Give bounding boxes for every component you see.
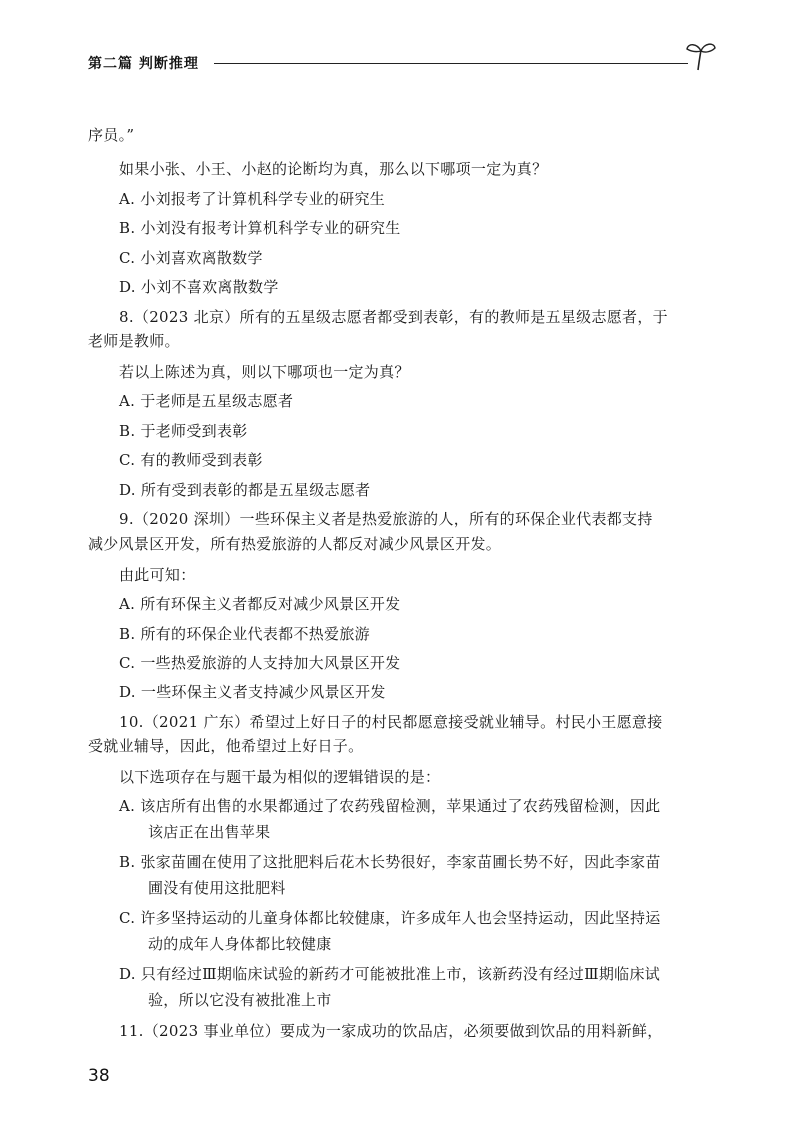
running-header (88, 50, 720, 78)
option-c: C. 小刘喜欢离散数学 (119, 249, 263, 267)
page-number: 38 (88, 1066, 110, 1086)
question-8-line-2: 老师是教师。 (88, 332, 180, 350)
option-d-continued: 验，所以它没有被批准上市 (148, 991, 332, 1009)
question-11-line-1: 11.（2023 事业单位）要成为一家成功的饮品店，必须要做到饮品的用料新鲜， (119, 1022, 663, 1040)
question-stem: 若以上陈述为真，则以下哪项也一定为真？ (119, 363, 410, 381)
header-section: 判断推理 (138, 56, 199, 72)
option-b: B. 所有的环保企业代表都不热爱旅游 (119, 625, 370, 643)
option-b: B. 于老师受到表彰 (119, 422, 248, 440)
question-stem: 如果小张、小王、小赵的论断均为真，那么以下哪项一定为真？ (119, 160, 548, 178)
option-d: D. 一些环保主义者支持减少风景区开发 (119, 683, 386, 701)
header-title (88, 53, 199, 73)
question-8-line-1: 8.（2023 北京）所有的五星级志愿者都受到表彰，有的教师是五星级志愿者，于 (119, 308, 668, 326)
option-d: D. 所有受到表彰的都是五星级志愿者 (119, 481, 371, 499)
option-a: A. 所有环保主义者都反对减少风景区开发 (119, 595, 401, 613)
option-a: A. 小刘报考了计算机科学专业的研究生 (119, 190, 386, 208)
option-b: B. 张家苗圃在使用了这批肥料后花木长势很好，李家苗圃长势不好，因此李家苗 (119, 853, 661, 871)
question-9-line-1: 9.（2020 深圳）一些环保主义者是热爱旅游的人，所有的环保企业代表都支持 (119, 510, 653, 528)
body-line: 序员。” (88, 126, 135, 144)
option-d: D. 只有经过Ⅲ期临床试验的新药才可能被批准上市，该新药没有经过Ⅲ期临床试 (119, 965, 661, 983)
option-b: B. 小刘没有报考计算机科学专业的研究生 (119, 219, 401, 237)
sprout-icon (684, 40, 718, 72)
question-stem: 以下选项存在与题干最为相似的逻辑错误的是： (119, 768, 441, 786)
option-a: A. 于老师是五星级志愿者 (119, 392, 294, 410)
option-a-continued: 该店正在出售苹果 (148, 823, 271, 841)
option-d: D. 小刘不喜欢离散数学 (119, 278, 279, 296)
question-9-line-2: 减少风景区开发，所有热爱旅游的人都反对减少风景区开发。 (88, 535, 502, 553)
option-c: C. 一些热爱旅游的人支持加大风景区开发 (119, 654, 401, 672)
option-a: A. 该店所有出售的水果都通过了农药残留检测，苹果通过了农药残留检测，因此 (119, 797, 661, 815)
header-part: 第二篇 (88, 56, 133, 72)
question-10-line-1: 10.（2021 广东）希望过上好日子的村民都愿意接受就业辅导。村民小王愿意接 (119, 713, 663, 731)
option-c: C. 许多坚持运动的儿童身体都比较健康，许多成年人也会坚持运动，因此坚持运 (119, 909, 661, 927)
option-b-continued: 圃没有使用这批肥料 (148, 879, 286, 897)
question-stem: 由此可知： (119, 566, 196, 584)
question-10-line-2: 受就业辅导，因此，他希望过上好日子。 (88, 737, 364, 755)
header-rule (214, 63, 688, 64)
option-c-continued: 动的成年人身体都比较健康 (148, 935, 332, 953)
option-c: C. 有的教师受到表彰 (119, 451, 263, 469)
